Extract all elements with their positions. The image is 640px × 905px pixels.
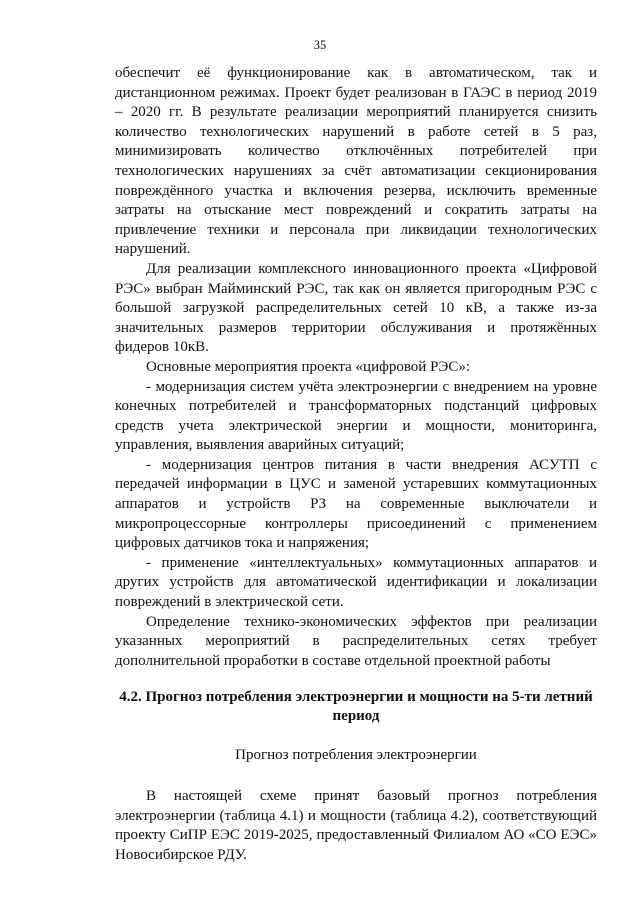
list-item-substations: - модернизация центров питания в части внедрения АСУТП с передачей информации в ЦУС и заменой устаревших коммутационных аппаратов и устройств РЗ на современные выключатели и микропроцессорные контроллеры присоединений с применением цифровых датчиков тока и напряжения;: [115, 456, 597, 552]
list-item-smart-devices: - применение «интеллектуальных» коммутационных аппаратов и других устройств для автоматической идентификации и локализации повреждений в электрической сети.: [115, 554, 597, 611]
paragraph-main-measures: Основные мероприятия проекта «цифровой РЭС»:: [146, 358, 471, 375]
paragraph-effects: Определение технико-экономических эффектов при реализации указанных мероприятий в распределительных сетях требует дополнительной проработки в составе отдельной проектной работы: [115, 613, 597, 669]
page-number: 35: [313, 38, 327, 52]
section-heading: 4.2. Прогноз потребления электроэнергии и мощности на 5-ти летний период: [119, 689, 593, 725]
paragraph-continuation: обеспечит её функционирование как в автоматическом, так и дистанционном режимах. Проект будет реализован в ГАЭС в период 2019 – 2020 гг. В результате реализации мероприятий планируется снизить количество технологических нарушений в работе сетей в 5 раз, минимизировать количество отключённых потребителей при технологических нарушениях за счёт автоматизации секционирования повреждённого участка и включения резерва, исключить временные затраты на отыскание мест повреждений и сократить затраты на привлечение техники и персонала при ликвидации технологических нарушений.: [115, 65, 597, 258]
document-body: [115, 64, 597, 865]
subsection-heading: Прогноз потребления электроэнергии: [235, 747, 477, 764]
paragraph-forecast: В настоящей схеме принят базовый прогноз потребления электроэнергии (таблица 4.1) и мощности (таблица 4.2), соответствующий проекту СиПР ЕЭС 2019-2025, предоставленный Филиалом АО «СО ЕЭС» Новосибирское РДУ.: [115, 788, 597, 863]
list-item-metering: - модернизация систем учёта электроэнергии с внедрением на уровне конечных потребителей и трансформаторных подстанций цифровых средств учета электрической энергии и мощности, мониторинга, управления, выявления аварийных ситуаций;: [115, 378, 597, 454]
paragraph-project-choice: Для реализации комплексного инновационного проекта «Цифровой РЭС» выбран Майминский РЭС, так как он является пригородным РЭС с большой загрузкой распределительных сетей 10 кВ, а также из-за значительных размеров территории обслуживания и протяжённых фидеров 10кВ.: [115, 260, 597, 356]
